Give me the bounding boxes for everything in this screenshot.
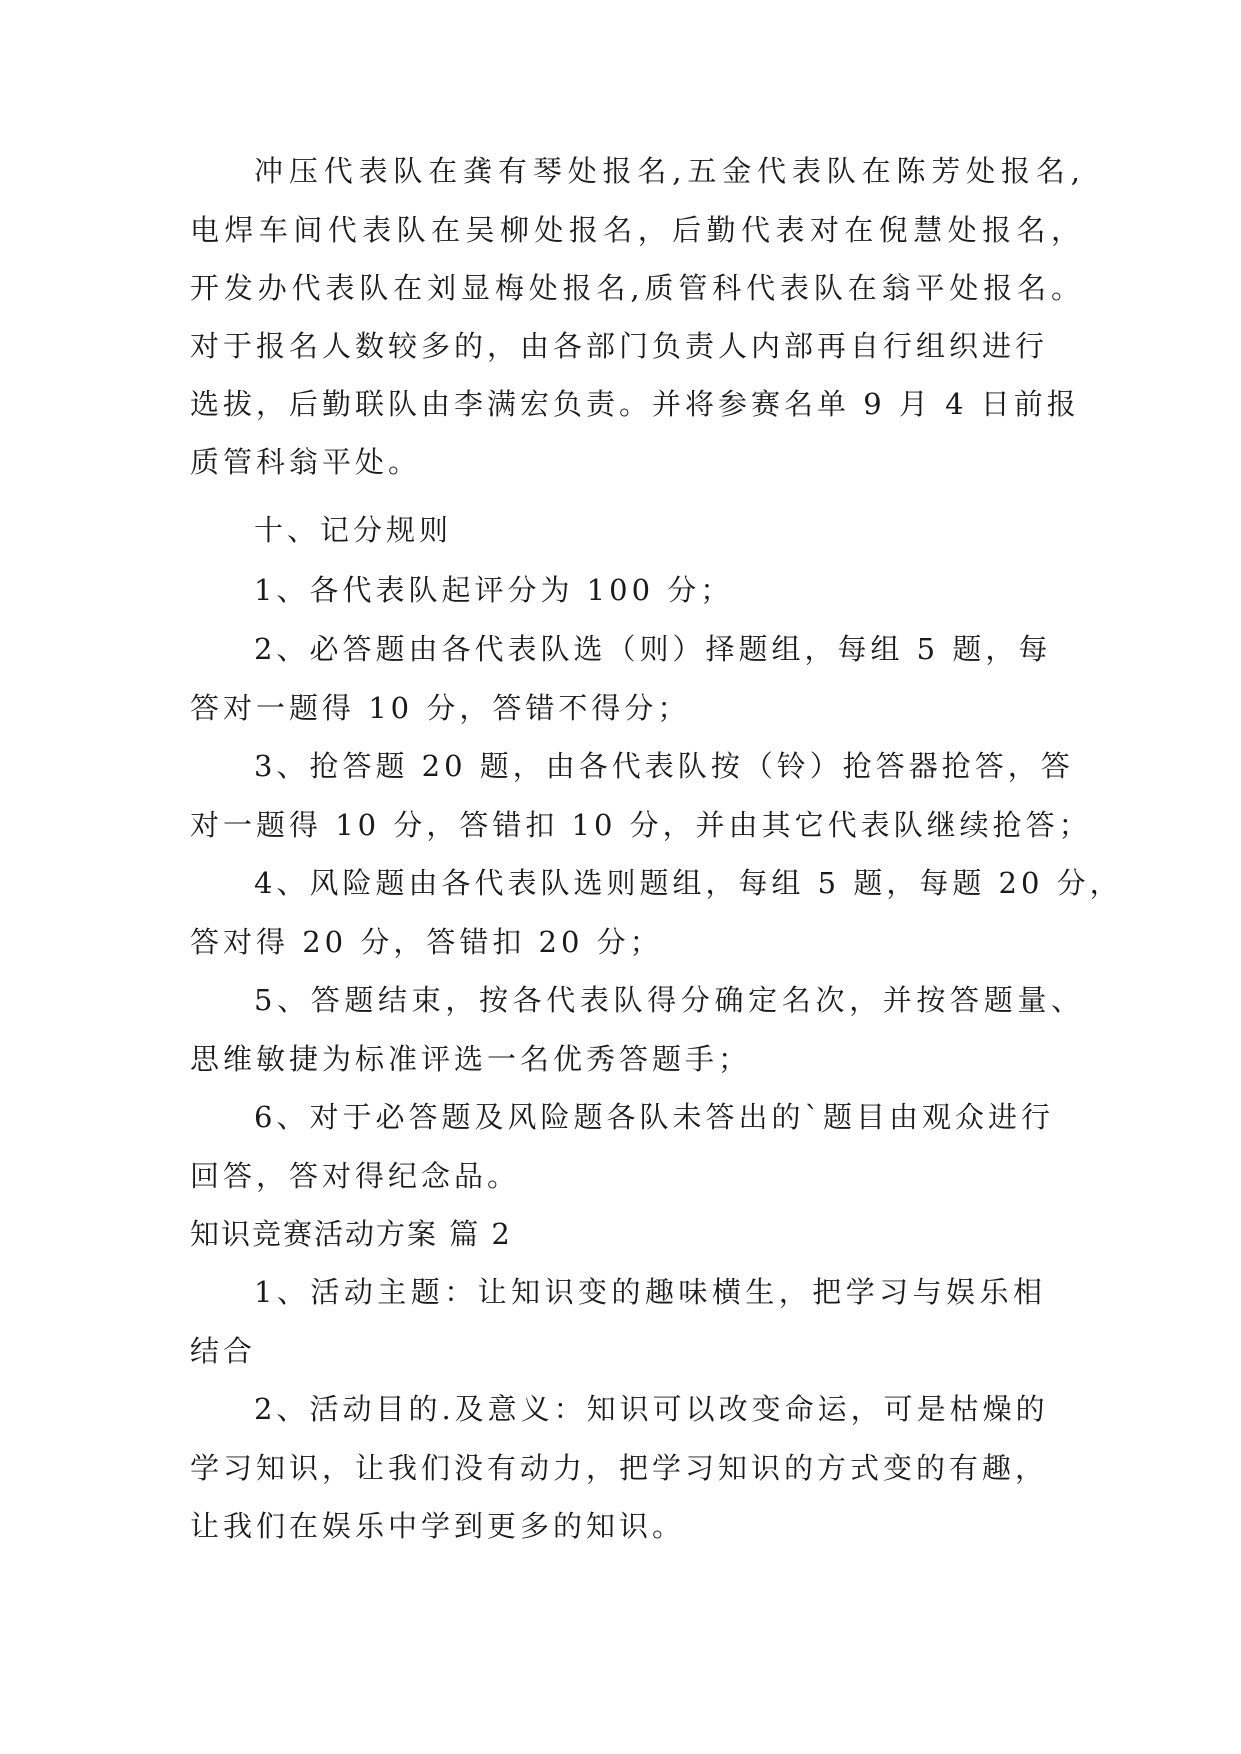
paragraph-line: 开发办代表队在刘显梅处报名,质管科代表队在翁平处报名。 [190, 271, 1084, 305]
article-heading: 知识竞赛活动方案 篇 2 [190, 1217, 512, 1251]
paragraph-line: 让我们在娱乐中学到更多的知识。 [190, 1509, 686, 1543]
rule-item-continuation: 答对得 20 分，答错扣 20 分； [190, 925, 663, 959]
rule-item-continuation: 答对一题得 10 分，答错不得分； [190, 691, 691, 725]
rule-item-continuation: 思维敏捷为标准评选一名优秀答题手； [190, 1042, 752, 1076]
paragraph-line: 学习知识，让我们没有动力，把学习知识的方式变的有趣， [190, 1451, 1049, 1485]
paragraph-line: 电焊车间代表队在吴柳处报名，后勤代表对在倪慧处报名， [190, 213, 1084, 247]
rule-item: 4、风险题由各代表队选则题组，每组 5 题，每题 20 分， [254, 866, 1123, 900]
paragraph-line: 1、活动主题：让知识变的趣味横生，把学习与娱乐相 [254, 1275, 1046, 1309]
rule-item: 3、抢答题 20 题，由各代表队按（铃）抢答器抢答，答 [254, 749, 1074, 783]
paragraph-line: 选拔，后勤联队由李满宏负责。并将参赛名单 9 月 4 日前报 [190, 387, 1080, 421]
rule-item-continuation: 回答，答对得纪念品。 [190, 1159, 521, 1193]
section-heading: 十、记分规则 [254, 513, 453, 547]
rule-item: 2、必答题由各代表队选（则）择题组，每组 5 题，每 [254, 632, 1052, 666]
rule-item: 1、各代表队起评分为 100 分； [254, 573, 734, 607]
paragraph-line: 冲压代表队在龚有琴处报名,五金代表队在陈芳处报名, [254, 154, 1084, 188]
paragraph-line: 对于报名人数较多的，由各部门负责人内部再自行组织进行 [190, 329, 1049, 363]
rule-item: 6、对于必答题及风险题各队未答出的`题目由观众进行 [254, 1100, 1054, 1134]
paragraph-line: 结合 [190, 1334, 257, 1368]
paragraph-line: 2、活动目的.及意义：知识可以改变命运，可是枯燥的 [254, 1392, 1049, 1426]
paragraph-line: 质管科翁平处。 [190, 445, 422, 479]
rule-item-continuation: 对一题得 10 分，答错扣 10 分，并由其它代表队继续抢答； [190, 808, 1092, 842]
rule-item: 5、答题结束，按各代表队得分确定名次，并按答题量、 [254, 983, 1084, 1017]
